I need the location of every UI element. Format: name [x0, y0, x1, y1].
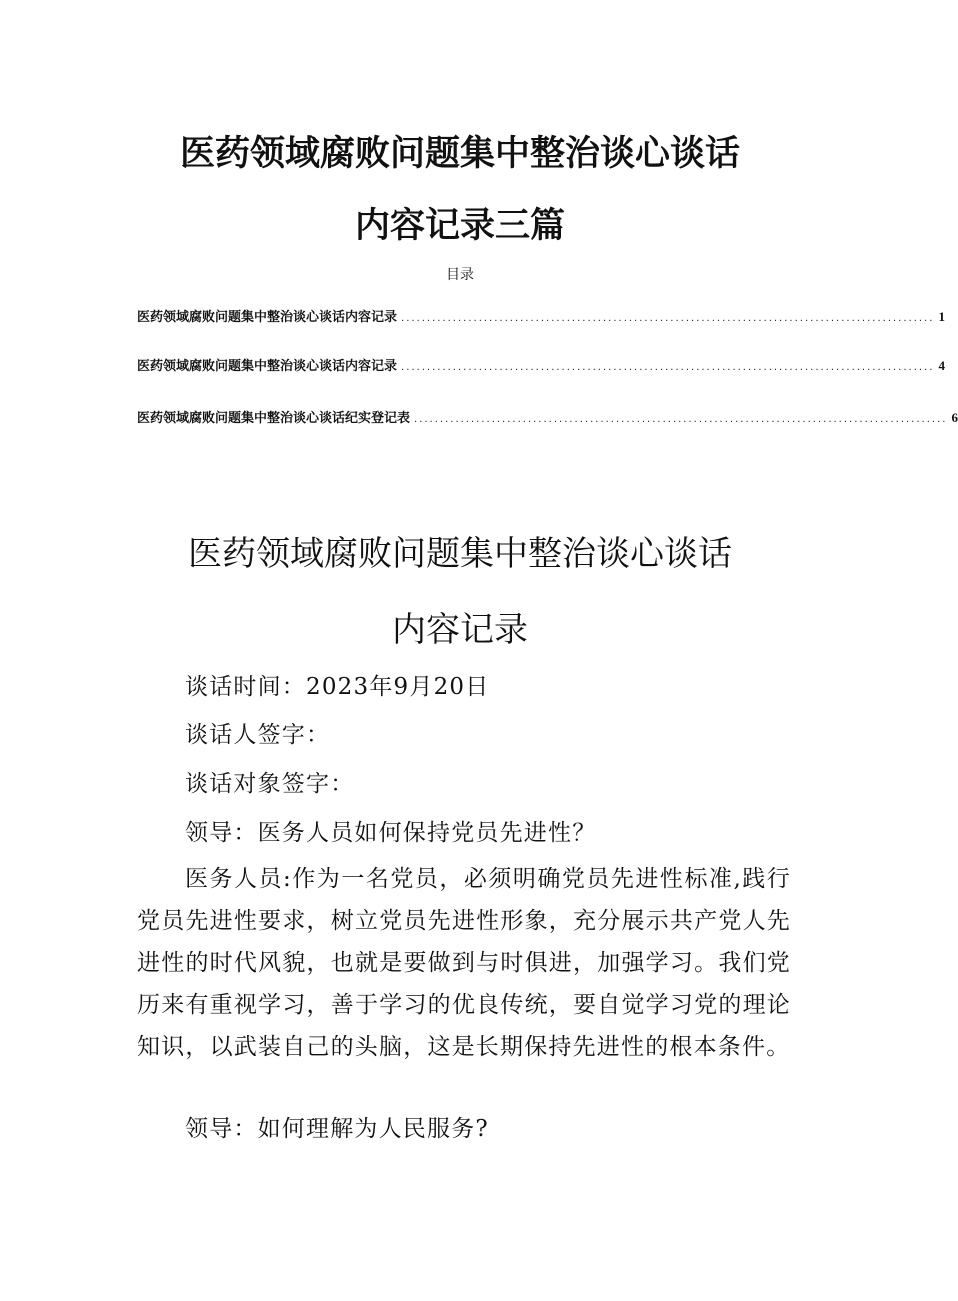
article-title-line2: 内容记录 [392, 610, 528, 650]
talk-time: 谈话时间：2023年9月20日 [185, 674, 490, 700]
toc-entry-label: 医药领域腐败问题集中整治谈心谈话内容记录 [137, 310, 398, 325]
toc-entry[interactable] [137, 408, 958, 428]
interviewee-signature: 谈话对象签字： [185, 771, 355, 797]
toc-entry[interactable] [137, 307, 945, 327]
toc-entry-label: 医药领域腐败问题集中整治谈心谈话内容记录 [137, 359, 398, 374]
answer-1: 医务人员:作为一名党员，必须明确党员先进性标准,践行党员先进性要求，树立党员先进性形象，充分展示共产党人先进性的时代风貌，也就是要做到与时俱进，加强学习。我们党历来有重视学习，善于学习的优良传统，要自觉学习党的理论知识，以武装自己的头脑，这是长期保持先进性的根本条件。 [137, 866, 791, 1060]
toc-entry-label: 医药领域腐败问题集中整治谈心谈话纪实登记表 [137, 411, 411, 426]
toc-leader-dots: ....................................................................................................... [401, 362, 935, 373]
cover-title-line1: 医药领域腐败问题集中整治谈心谈话 [179, 134, 740, 174]
toc-entry-page: 4 [938, 358, 945, 373]
toc-heading: 目录 [446, 267, 474, 283]
cover-title-line2: 内容记录三篇 [354, 206, 565, 246]
toc-leader-dots: ....................................................................................................... [401, 313, 935, 324]
toc-entry[interactable] [137, 356, 945, 376]
article-title-line1: 医药领域腐败问题集中整治谈心谈话 [188, 534, 732, 574]
interviewer-signature: 谈话人签字： [185, 722, 331, 748]
toc-entry-page: 6 [951, 410, 958, 425]
question-1: 领导：医务人员如何保持党员先进性？ [185, 820, 597, 846]
toc-entry-page: 1 [938, 309, 945, 324]
toc-leader-dots: ....................................................................................................... [414, 414, 948, 425]
question-2: 领导：如何理解为人民服务? [185, 1116, 489, 1142]
